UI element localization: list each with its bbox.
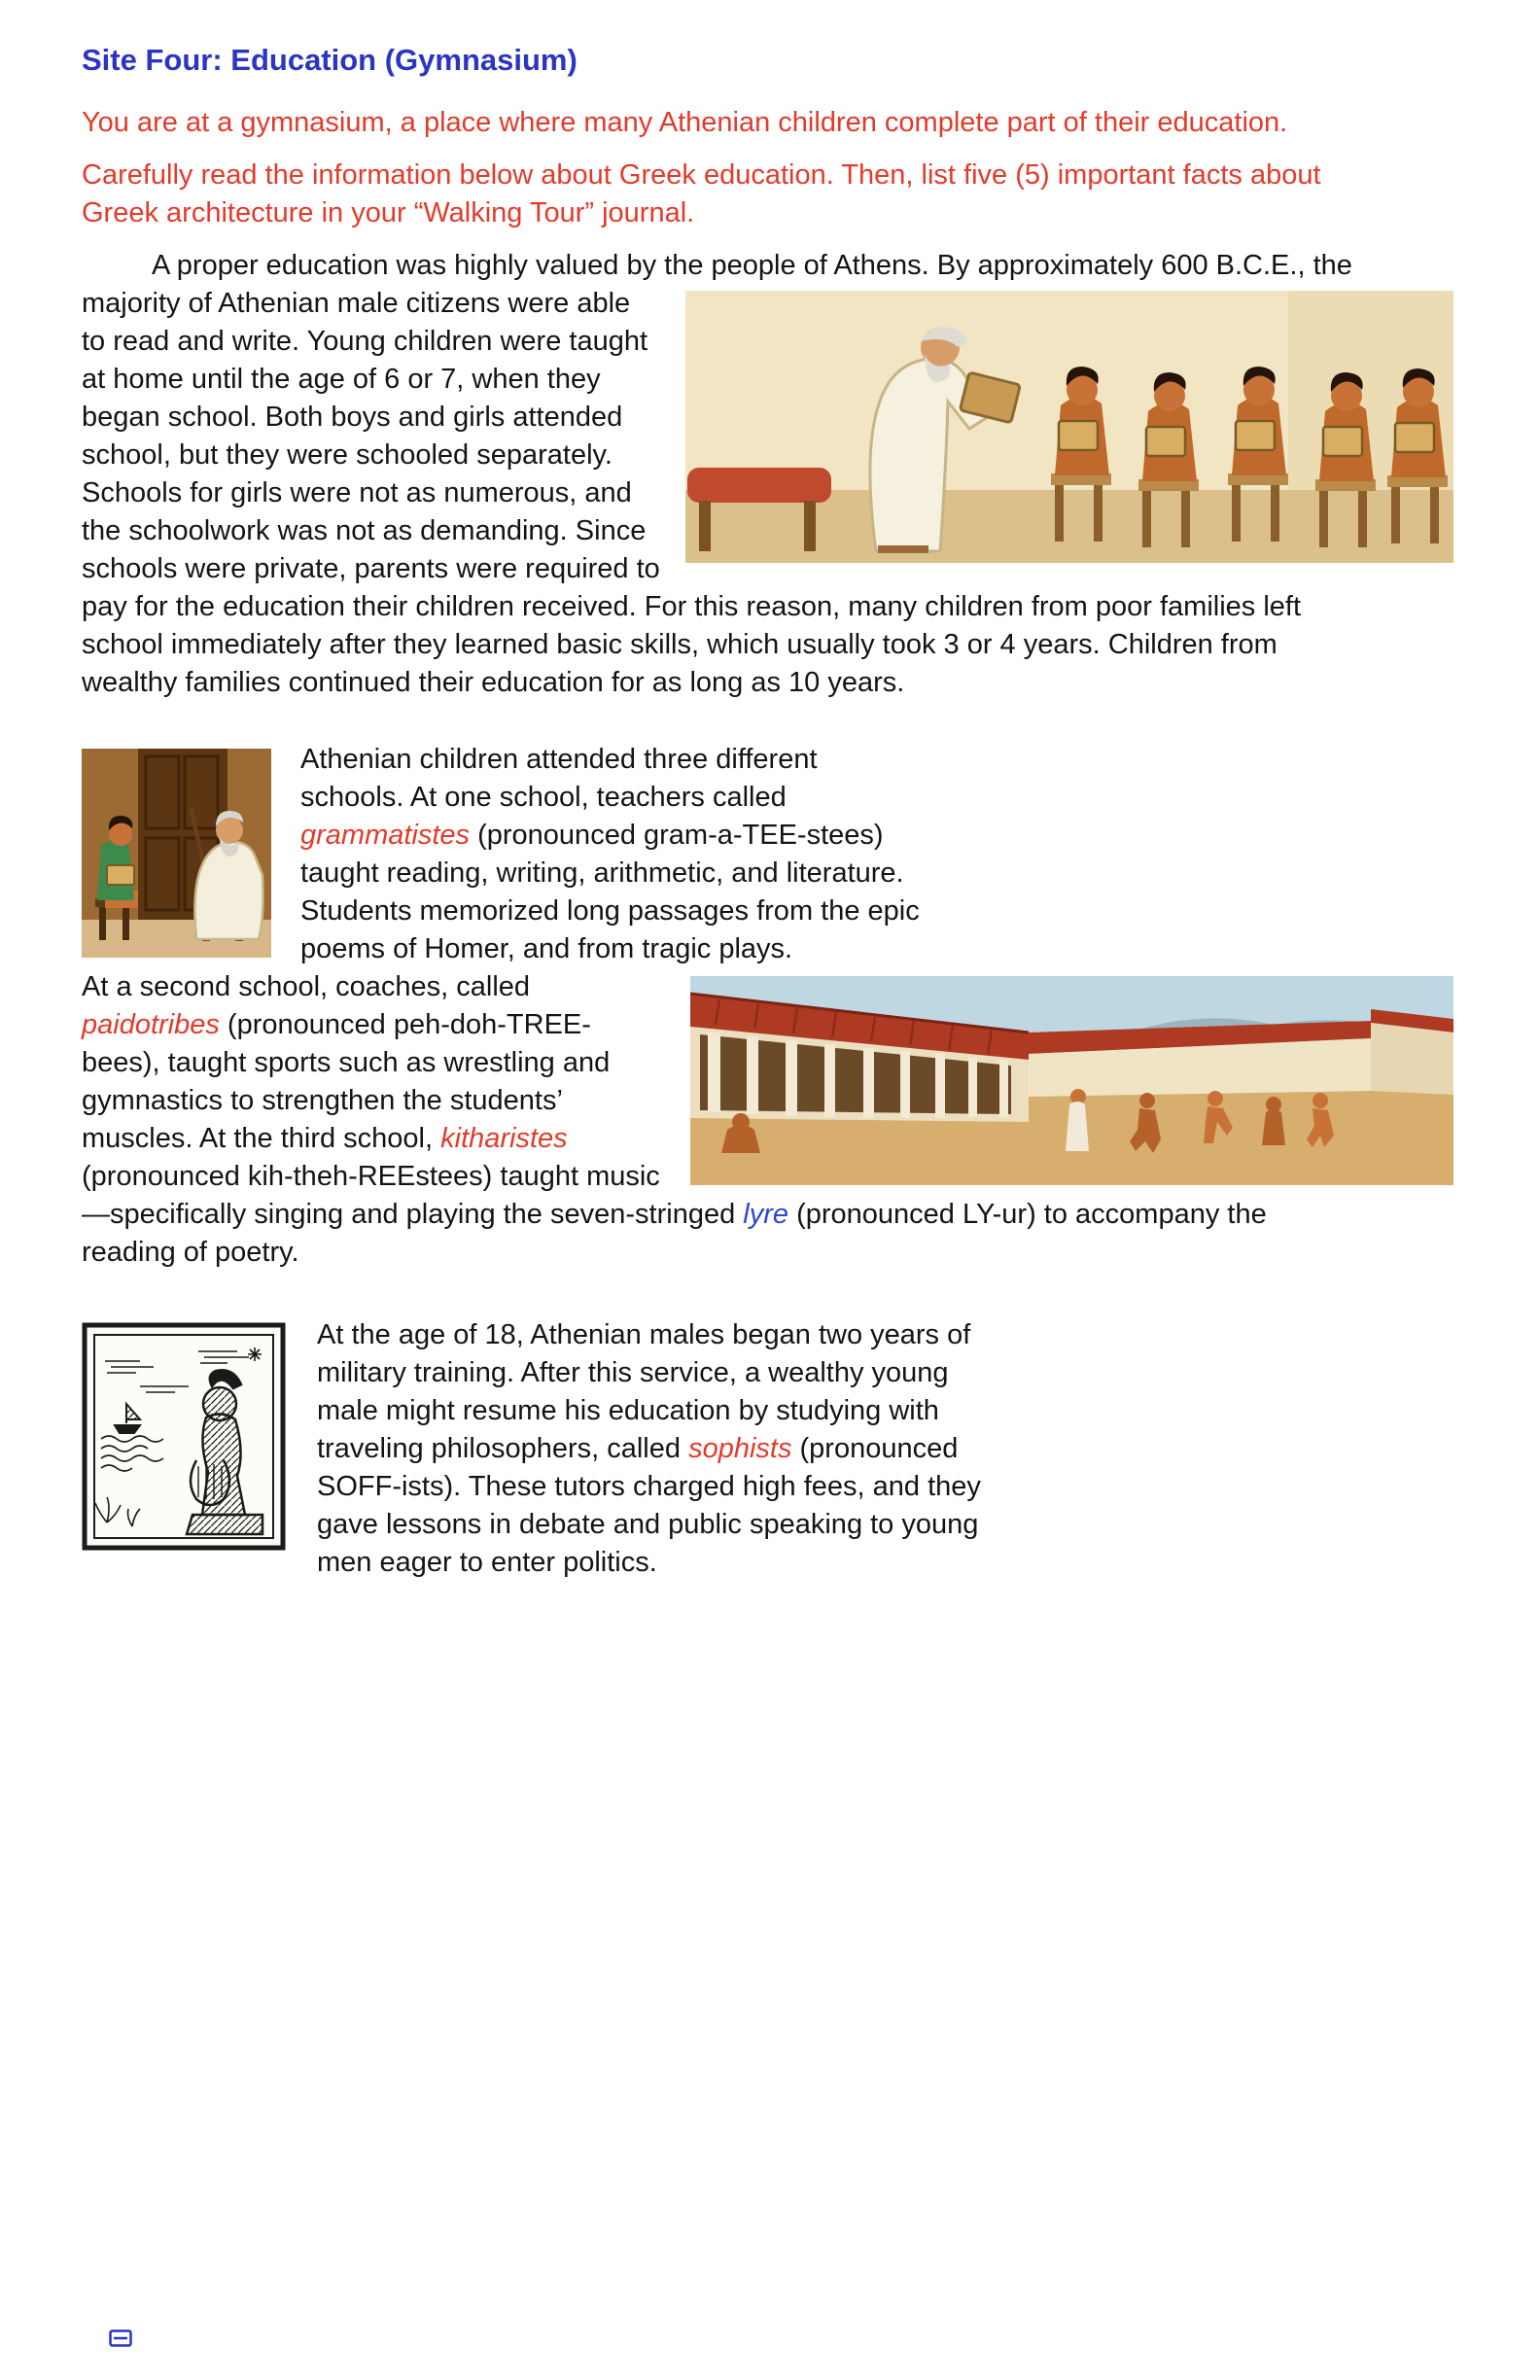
- classroom-illustration: [685, 291, 1453, 563]
- term-grammatistes: grammatistes: [300, 820, 471, 851]
- intro-text-a: A proper education was highly valued by the people of Athens. By: [152, 250, 978, 281]
- term-kitharistes: kitharistes: [440, 1123, 568, 1154]
- term-sophists: sophists: [688, 1433, 792, 1464]
- schools-text-f: (pronounced LY-ur) to accompany the reading of poetry.: [82, 1199, 1267, 1268]
- instruction-paragraph-1: You are at a gymnasium, a place where many Athenian children complete part of their education.: [82, 107, 1288, 138]
- intro-paragraph: [82, 247, 1361, 702]
- military-text-b: (pronounced SOFF-ists). These tutors charged high fees, and they gave lessons in debate and public speaking to young men eager to enter politics.: [317, 1433, 981, 1578]
- schools-text-e: (pronounced kih-theh-REEstees) taught music—specifically singing and playing the seven-stringed: [82, 1161, 744, 1230]
- military-section: [82, 1316, 1361, 1582]
- page-title: Site Four: Education (Gymnasium): [82, 43, 578, 77]
- schools-text-d: (pronounced peh-doh-TREE-bees), taught sports such as wrestling and gymnastics to strengthen the students’ muscles. At the third school,: [82, 1009, 611, 1154]
- intro-text-b: approximately 600 B.C.E., the majority of Athenian male citizens were able to read and write. Young children were taught at home until the age of 6 or 7, when they began school. Both boys and girls attended school, but they were schooled separately. Schools for girls were not as numerous, and the schoolwork was not as demanding. Since schools were private, parents were required to pay for the education their children received. For this reason, many children from poor families left school immediately after they learned basic skills, which usually took 3 or 4 years. Children from wealthy families continued their education for as long as 10 years.: [82, 250, 1352, 698]
- military-text-a: At the age of 18, Athenian males began two years of military training. After this service, a wealthy young male might resume his education by studying with traveling philosophers, called: [317, 1319, 971, 1464]
- philosopher-illustration: [82, 1322, 286, 1551]
- tutor-illustration: [82, 749, 271, 958]
- term-lyre: lyre: [743, 1199, 789, 1230]
- schools-text-a: Athenian children attended three different schools. At one school, teachers called: [300, 744, 818, 813]
- schools-paragraph-bottom: [82, 968, 1361, 1272]
- schools-text-c: At a second school, coaches, called: [82, 971, 531, 1002]
- instruction-paragraph-2: Carefully read the information below about Greek education. Then, list five (5) important facts about Greek architecture in your “Walking Tour” journal.: [82, 159, 1321, 228]
- footer-artifact-icon: [109, 2329, 132, 2352]
- term-paidotribes: paidotribes: [82, 1009, 220, 1040]
- gymnasium-illustration: [690, 976, 1453, 1185]
- schools-section: [82, 741, 1361, 1272]
- schools-text-b: (pronounced gram-a-TEE-stees) taught reading, writing, arithmetic, and literature. Students memorized long passages from the epic poems of Homer, and from tragic plays.: [300, 820, 920, 964]
